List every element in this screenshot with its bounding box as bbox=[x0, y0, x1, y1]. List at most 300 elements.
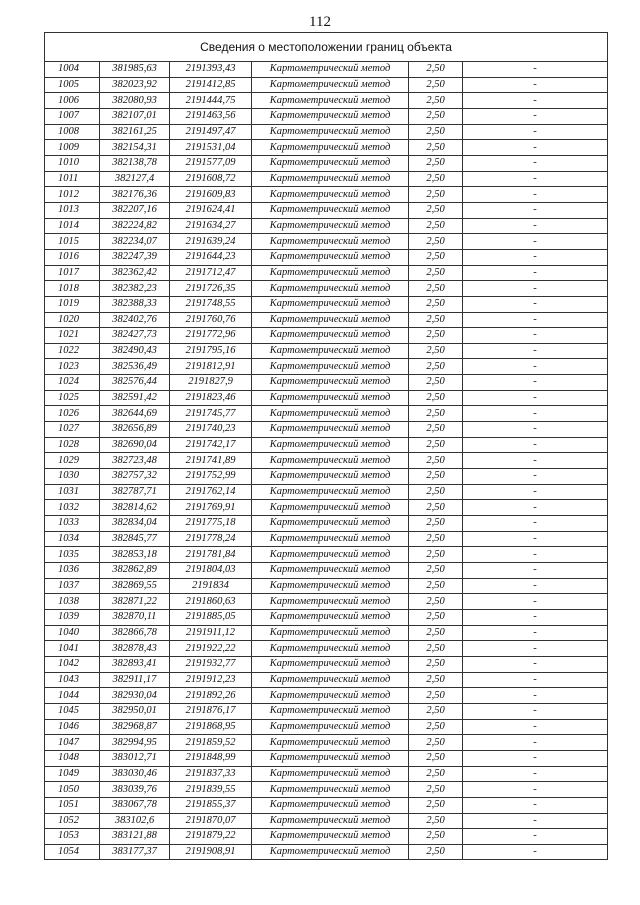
table-row bbox=[45, 703, 608, 719]
x-coordinate-cell: 382878,43 bbox=[100, 641, 170, 657]
point-number-cell: 1009 bbox=[45, 140, 100, 156]
table-caption: Сведения о местоположении границ объекта bbox=[45, 33, 608, 62]
x-coordinate-cell: 382427,73 bbox=[100, 328, 170, 344]
accuracy-cell: 2,50 bbox=[409, 155, 463, 171]
point-number-cell: 1049 bbox=[45, 766, 100, 782]
point-number-cell: 1013 bbox=[45, 202, 100, 218]
accuracy-cell: 2,50 bbox=[409, 359, 463, 375]
description-cell: - bbox=[463, 218, 608, 234]
accuracy-cell: 2,50 bbox=[409, 218, 463, 234]
description-cell: - bbox=[463, 390, 608, 406]
table-row bbox=[45, 719, 608, 735]
y-coordinate-cell: 2191860,63 bbox=[170, 594, 252, 610]
y-coordinate-cell: 2191932,77 bbox=[170, 656, 252, 672]
point-number-cell: 1053 bbox=[45, 829, 100, 845]
y-coordinate-cell: 2191577,09 bbox=[170, 155, 252, 171]
description-cell: - bbox=[463, 187, 608, 203]
description-cell: - bbox=[463, 656, 608, 672]
description-cell: - bbox=[463, 312, 608, 328]
point-number-cell: 1054 bbox=[45, 844, 100, 860]
y-coordinate-cell: 2191444,75 bbox=[170, 93, 252, 109]
table-body bbox=[45, 62, 608, 860]
y-coordinate-cell: 2191879,22 bbox=[170, 829, 252, 845]
y-coordinate-cell: 2191639,24 bbox=[170, 234, 252, 250]
description-cell: - bbox=[463, 171, 608, 187]
table-row bbox=[45, 484, 608, 500]
table-row bbox=[45, 578, 608, 594]
description-cell: - bbox=[463, 77, 608, 93]
method-cell: Картометрический метод bbox=[252, 343, 409, 359]
description-cell: - bbox=[463, 813, 608, 829]
description-cell: - bbox=[463, 766, 608, 782]
point-number-cell: 1026 bbox=[45, 406, 100, 422]
description-cell: - bbox=[463, 93, 608, 109]
point-number-cell: 1005 bbox=[45, 77, 100, 93]
x-coordinate-cell: 382080,93 bbox=[100, 93, 170, 109]
page-number: 112 bbox=[309, 14, 331, 30]
method-cell: Картометрический метод bbox=[252, 202, 409, 218]
point-number-cell: 1008 bbox=[45, 124, 100, 140]
x-coordinate-cell: 382950,01 bbox=[100, 703, 170, 719]
y-coordinate-cell: 2191624,41 bbox=[170, 202, 252, 218]
x-coordinate-cell: 382382,23 bbox=[100, 281, 170, 297]
point-number-cell: 1007 bbox=[45, 108, 100, 124]
method-cell: Картометрический метод bbox=[252, 609, 409, 625]
y-coordinate-cell: 2191752,99 bbox=[170, 469, 252, 485]
table-row bbox=[45, 829, 608, 845]
accuracy-cell: 2,50 bbox=[409, 140, 463, 156]
method-cell: Картометрический метод bbox=[252, 829, 409, 845]
y-coordinate-cell: 2191726,35 bbox=[170, 281, 252, 297]
method-cell: Картометрический метод bbox=[252, 375, 409, 391]
point-number-cell: 1045 bbox=[45, 703, 100, 719]
x-coordinate-cell: 382576,44 bbox=[100, 375, 170, 391]
table-row bbox=[45, 140, 608, 156]
method-cell: Картометрический метод bbox=[252, 328, 409, 344]
point-number-cell: 1023 bbox=[45, 359, 100, 375]
x-coordinate-cell: 382930,04 bbox=[100, 688, 170, 704]
accuracy-cell: 2,50 bbox=[409, 124, 463, 140]
description-cell: - bbox=[463, 234, 608, 250]
description-cell: - bbox=[463, 343, 608, 359]
accuracy-cell: 2,50 bbox=[409, 77, 463, 93]
y-coordinate-cell: 2191609,83 bbox=[170, 187, 252, 203]
method-cell: Картометрический метод bbox=[252, 750, 409, 766]
method-cell: Картометрический метод bbox=[252, 281, 409, 297]
accuracy-cell: 2,50 bbox=[409, 641, 463, 657]
accuracy-cell: 2,50 bbox=[409, 390, 463, 406]
method-cell: Картометрический метод bbox=[252, 844, 409, 860]
y-coordinate-cell: 2191834 bbox=[170, 578, 252, 594]
method-cell: Картометрический метод bbox=[252, 563, 409, 579]
x-coordinate-cell: 382234,07 bbox=[100, 234, 170, 250]
table-row bbox=[45, 453, 608, 469]
description-cell: - bbox=[463, 703, 608, 719]
table-row bbox=[45, 328, 608, 344]
x-coordinate-cell: 382866,78 bbox=[100, 625, 170, 641]
accuracy-cell: 2,50 bbox=[409, 343, 463, 359]
point-number-cell: 1047 bbox=[45, 735, 100, 751]
x-coordinate-cell: 382853,18 bbox=[100, 547, 170, 563]
x-coordinate-cell: 382871,22 bbox=[100, 594, 170, 610]
point-number-cell: 1038 bbox=[45, 594, 100, 610]
method-cell: Картометрический метод bbox=[252, 672, 409, 688]
x-coordinate-cell: 382870,11 bbox=[100, 609, 170, 625]
x-coordinate-cell: 383039,76 bbox=[100, 782, 170, 798]
accuracy-cell: 2,50 bbox=[409, 782, 463, 798]
x-coordinate-cell: 383030,46 bbox=[100, 766, 170, 782]
table-row bbox=[45, 390, 608, 406]
y-coordinate-cell: 2191769,91 bbox=[170, 500, 252, 516]
table-row bbox=[45, 797, 608, 813]
point-number-cell: 1030 bbox=[45, 469, 100, 485]
description-cell: - bbox=[463, 484, 608, 500]
y-coordinate-cell: 2191742,17 bbox=[170, 437, 252, 453]
table-row bbox=[45, 766, 608, 782]
method-cell: Картометрический метод bbox=[252, 249, 409, 265]
y-coordinate-cell: 2191760,76 bbox=[170, 312, 252, 328]
description-cell: - bbox=[463, 406, 608, 422]
method-cell: Картометрический метод bbox=[252, 797, 409, 813]
description-cell: - bbox=[463, 516, 608, 532]
x-coordinate-cell: 382536,49 bbox=[100, 359, 170, 375]
y-coordinate-cell: 2191772,96 bbox=[170, 328, 252, 344]
accuracy-cell: 2,50 bbox=[409, 265, 463, 281]
accuracy-cell: 2,50 bbox=[409, 93, 463, 109]
x-coordinate-cell: 383012,71 bbox=[100, 750, 170, 766]
accuracy-cell: 2,50 bbox=[409, 328, 463, 344]
description-cell: - bbox=[463, 296, 608, 312]
description-cell: - bbox=[463, 140, 608, 156]
y-coordinate-cell: 2191762,14 bbox=[170, 484, 252, 500]
accuracy-cell: 2,50 bbox=[409, 625, 463, 641]
table-row bbox=[45, 516, 608, 532]
table-row bbox=[45, 218, 608, 234]
method-cell: Картометрический метод bbox=[252, 108, 409, 124]
method-cell: Картометрический метод bbox=[252, 453, 409, 469]
description-cell: - bbox=[463, 328, 608, 344]
accuracy-cell: 2,50 bbox=[409, 578, 463, 594]
point-number-cell: 1036 bbox=[45, 563, 100, 579]
table-row bbox=[45, 750, 608, 766]
point-number-cell: 1015 bbox=[45, 234, 100, 250]
table-row bbox=[45, 563, 608, 579]
x-coordinate-cell: 382591,42 bbox=[100, 390, 170, 406]
accuracy-cell: 2,50 bbox=[409, 531, 463, 547]
method-cell: Картометрический метод bbox=[252, 688, 409, 704]
method-cell: Картометрический метод bbox=[252, 140, 409, 156]
point-number-cell: 1050 bbox=[45, 782, 100, 798]
accuracy-cell: 2,50 bbox=[409, 735, 463, 751]
x-coordinate-cell: 382388,33 bbox=[100, 296, 170, 312]
y-coordinate-cell: 2191848,99 bbox=[170, 750, 252, 766]
method-cell: Картометрический метод bbox=[252, 719, 409, 735]
description-cell: - bbox=[463, 563, 608, 579]
x-coordinate-cell: 382893,41 bbox=[100, 656, 170, 672]
y-coordinate-cell: 2191778,24 bbox=[170, 531, 252, 547]
method-cell: Картометрический метод bbox=[252, 735, 409, 751]
method-cell: Картометрический метод bbox=[252, 484, 409, 500]
description-cell: - bbox=[463, 719, 608, 735]
x-coordinate-cell: 382490,43 bbox=[100, 343, 170, 359]
point-number-cell: 1043 bbox=[45, 672, 100, 688]
accuracy-cell: 2,50 bbox=[409, 281, 463, 297]
description-cell: - bbox=[463, 750, 608, 766]
x-coordinate-cell: 382224,82 bbox=[100, 218, 170, 234]
accuracy-cell: 2,50 bbox=[409, 406, 463, 422]
y-coordinate-cell: 2191839,55 bbox=[170, 782, 252, 798]
y-coordinate-cell: 2191741,89 bbox=[170, 453, 252, 469]
method-cell: Картометрический метод bbox=[252, 296, 409, 312]
table-row bbox=[45, 62, 608, 78]
accuracy-cell: 2,50 bbox=[409, 563, 463, 579]
table-row bbox=[45, 265, 608, 281]
accuracy-cell: 2,50 bbox=[409, 547, 463, 563]
x-coordinate-cell: 382787,71 bbox=[100, 484, 170, 500]
accuracy-cell: 2,50 bbox=[409, 108, 463, 124]
method-cell: Картометрический метод bbox=[252, 531, 409, 547]
table-row bbox=[45, 343, 608, 359]
y-coordinate-cell: 2191608,72 bbox=[170, 171, 252, 187]
description-cell: - bbox=[463, 829, 608, 845]
point-number-cell: 1034 bbox=[45, 531, 100, 547]
x-coordinate-cell: 382869,55 bbox=[100, 578, 170, 594]
x-coordinate-cell: 382154,31 bbox=[100, 140, 170, 156]
table-row bbox=[45, 108, 608, 124]
x-coordinate-cell: 382644,69 bbox=[100, 406, 170, 422]
table-row bbox=[45, 813, 608, 829]
x-coordinate-cell: 382161,25 bbox=[100, 124, 170, 140]
accuracy-cell: 2,50 bbox=[409, 813, 463, 829]
table-row bbox=[45, 249, 608, 265]
x-coordinate-cell: 382127,4 bbox=[100, 171, 170, 187]
point-number-cell: 1031 bbox=[45, 484, 100, 500]
point-number-cell: 1042 bbox=[45, 656, 100, 672]
table-row bbox=[45, 609, 608, 625]
x-coordinate-cell: 382362,42 bbox=[100, 265, 170, 281]
description-cell: - bbox=[463, 469, 608, 485]
method-cell: Картометрический метод bbox=[252, 124, 409, 140]
y-coordinate-cell: 2191644,23 bbox=[170, 249, 252, 265]
y-coordinate-cell: 2191781,84 bbox=[170, 547, 252, 563]
table-row bbox=[45, 312, 608, 328]
description-cell: - bbox=[463, 281, 608, 297]
table-row bbox=[45, 93, 608, 109]
accuracy-cell: 2,50 bbox=[409, 62, 463, 78]
accuracy-cell: 2,50 bbox=[409, 312, 463, 328]
y-coordinate-cell: 2191740,23 bbox=[170, 422, 252, 438]
y-coordinate-cell: 2191412,85 bbox=[170, 77, 252, 93]
table-row bbox=[45, 187, 608, 203]
accuracy-cell: 2,50 bbox=[409, 688, 463, 704]
table-row bbox=[45, 500, 608, 516]
description-cell: - bbox=[463, 844, 608, 860]
point-number-cell: 1024 bbox=[45, 375, 100, 391]
y-coordinate-cell: 2191634,27 bbox=[170, 218, 252, 234]
method-cell: Картометрический метод bbox=[252, 516, 409, 532]
table-row bbox=[45, 296, 608, 312]
accuracy-cell: 2,50 bbox=[409, 766, 463, 782]
table-row bbox=[45, 422, 608, 438]
description-cell: - bbox=[463, 124, 608, 140]
method-cell: Картометрический метод bbox=[252, 500, 409, 516]
point-number-cell: 1032 bbox=[45, 500, 100, 516]
x-coordinate-cell: 382968,87 bbox=[100, 719, 170, 735]
accuracy-cell: 2,50 bbox=[409, 202, 463, 218]
description-cell: - bbox=[463, 249, 608, 265]
description-cell: - bbox=[463, 359, 608, 375]
table-row bbox=[45, 171, 608, 187]
x-coordinate-cell: 382690,04 bbox=[100, 437, 170, 453]
accuracy-cell: 2,50 bbox=[409, 672, 463, 688]
x-coordinate-cell: 382176,36 bbox=[100, 187, 170, 203]
table-row bbox=[45, 406, 608, 422]
y-coordinate-cell: 2191859,52 bbox=[170, 735, 252, 751]
method-cell: Картометрический метод bbox=[252, 187, 409, 203]
method-cell: Картометрический метод bbox=[252, 77, 409, 93]
description-cell: - bbox=[463, 609, 608, 625]
description-cell: - bbox=[463, 735, 608, 751]
table-row bbox=[45, 124, 608, 140]
point-number-cell: 1012 bbox=[45, 187, 100, 203]
method-cell: Картометрический метод bbox=[252, 437, 409, 453]
boundary-table bbox=[44, 32, 608, 860]
x-coordinate-cell: 381985,63 bbox=[100, 62, 170, 78]
y-coordinate-cell: 2191892,26 bbox=[170, 688, 252, 704]
y-coordinate-cell: 2191855,37 bbox=[170, 797, 252, 813]
y-coordinate-cell: 2191775,18 bbox=[170, 516, 252, 532]
y-coordinate-cell: 2191908,91 bbox=[170, 844, 252, 860]
accuracy-cell: 2,50 bbox=[409, 609, 463, 625]
table-row bbox=[45, 547, 608, 563]
point-number-cell: 1016 bbox=[45, 249, 100, 265]
point-number-cell: 1019 bbox=[45, 296, 100, 312]
point-number-cell: 1014 bbox=[45, 218, 100, 234]
table-row bbox=[45, 844, 608, 860]
method-cell: Картометрический метод bbox=[252, 547, 409, 563]
point-number-cell: 1021 bbox=[45, 328, 100, 344]
point-number-cell: 1004 bbox=[45, 62, 100, 78]
accuracy-cell: 2,50 bbox=[409, 594, 463, 610]
x-coordinate-cell: 382723,48 bbox=[100, 453, 170, 469]
accuracy-cell: 2,50 bbox=[409, 234, 463, 250]
point-number-cell: 1033 bbox=[45, 516, 100, 532]
x-coordinate-cell: 382757,32 bbox=[100, 469, 170, 485]
method-cell: Картометрический метод bbox=[252, 312, 409, 328]
description-cell: - bbox=[463, 155, 608, 171]
method-cell: Картометрический метод bbox=[252, 625, 409, 641]
method-cell: Картометрический метод bbox=[252, 62, 409, 78]
x-coordinate-cell: 383102,6 bbox=[100, 813, 170, 829]
point-number-cell: 1027 bbox=[45, 422, 100, 438]
accuracy-cell: 2,50 bbox=[409, 249, 463, 265]
description-cell: - bbox=[463, 108, 608, 124]
method-cell: Картометрический метод bbox=[252, 703, 409, 719]
description-cell: - bbox=[463, 202, 608, 218]
table-caption-row bbox=[45, 33, 608, 62]
y-coordinate-cell: 2191868,95 bbox=[170, 719, 252, 735]
x-coordinate-cell: 382814,62 bbox=[100, 500, 170, 516]
description-cell: - bbox=[463, 797, 608, 813]
method-cell: Картометрический метод bbox=[252, 234, 409, 250]
point-number-cell: 1037 bbox=[45, 578, 100, 594]
point-number-cell: 1011 bbox=[45, 171, 100, 187]
accuracy-cell: 2,50 bbox=[409, 703, 463, 719]
method-cell: Картометрический метод bbox=[252, 93, 409, 109]
table-row bbox=[45, 77, 608, 93]
method-cell: Картометрический метод bbox=[252, 218, 409, 234]
accuracy-cell: 2,50 bbox=[409, 829, 463, 845]
description-cell: - bbox=[463, 625, 608, 641]
accuracy-cell: 2,50 bbox=[409, 422, 463, 438]
table-row bbox=[45, 531, 608, 547]
point-number-cell: 1051 bbox=[45, 797, 100, 813]
description-cell: - bbox=[463, 672, 608, 688]
y-coordinate-cell: 2191463,56 bbox=[170, 108, 252, 124]
accuracy-cell: 2,50 bbox=[409, 797, 463, 813]
x-coordinate-cell: 382834,04 bbox=[100, 516, 170, 532]
table-row bbox=[45, 641, 608, 657]
accuracy-cell: 2,50 bbox=[409, 171, 463, 187]
description-cell: - bbox=[463, 594, 608, 610]
accuracy-cell: 2,50 bbox=[409, 375, 463, 391]
method-cell: Картометрический метод bbox=[252, 390, 409, 406]
point-number-cell: 1022 bbox=[45, 343, 100, 359]
y-coordinate-cell: 2191837,33 bbox=[170, 766, 252, 782]
table-row bbox=[45, 359, 608, 375]
table-row bbox=[45, 735, 608, 751]
y-coordinate-cell: 2191745,77 bbox=[170, 406, 252, 422]
point-number-cell: 1039 bbox=[45, 609, 100, 625]
x-coordinate-cell: 382207,16 bbox=[100, 202, 170, 218]
point-number-cell: 1020 bbox=[45, 312, 100, 328]
y-coordinate-cell: 2191912,23 bbox=[170, 672, 252, 688]
method-cell: Картометрический метод bbox=[252, 594, 409, 610]
method-cell: Картометрический метод bbox=[252, 155, 409, 171]
accuracy-cell: 2,50 bbox=[409, 844, 463, 860]
description-cell: - bbox=[463, 688, 608, 704]
method-cell: Картометрический метод bbox=[252, 171, 409, 187]
accuracy-cell: 2,50 bbox=[409, 516, 463, 532]
accuracy-cell: 2,50 bbox=[409, 500, 463, 516]
x-coordinate-cell: 382402,76 bbox=[100, 312, 170, 328]
x-coordinate-cell: 382911,17 bbox=[100, 672, 170, 688]
y-coordinate-cell: 2191876,17 bbox=[170, 703, 252, 719]
accuracy-cell: 2,50 bbox=[409, 484, 463, 500]
point-number-cell: 1010 bbox=[45, 155, 100, 171]
x-coordinate-cell: 382845,77 bbox=[100, 531, 170, 547]
accuracy-cell: 2,50 bbox=[409, 437, 463, 453]
table-row bbox=[45, 437, 608, 453]
accuracy-cell: 2,50 bbox=[409, 750, 463, 766]
y-coordinate-cell: 2191922,22 bbox=[170, 641, 252, 657]
description-cell: - bbox=[463, 547, 608, 563]
table-row bbox=[45, 688, 608, 704]
x-coordinate-cell: 382994,95 bbox=[100, 735, 170, 751]
description-cell: - bbox=[463, 531, 608, 547]
point-number-cell: 1046 bbox=[45, 719, 100, 735]
point-number-cell: 1035 bbox=[45, 547, 100, 563]
method-cell: Картометрический метод bbox=[252, 782, 409, 798]
description-cell: - bbox=[463, 265, 608, 281]
description-cell: - bbox=[463, 437, 608, 453]
y-coordinate-cell: 2191795,16 bbox=[170, 343, 252, 359]
method-cell: Картометрический метод bbox=[252, 656, 409, 672]
point-number-cell: 1029 bbox=[45, 453, 100, 469]
table-row bbox=[45, 202, 608, 218]
x-coordinate-cell: 383067,78 bbox=[100, 797, 170, 813]
description-cell: - bbox=[463, 578, 608, 594]
